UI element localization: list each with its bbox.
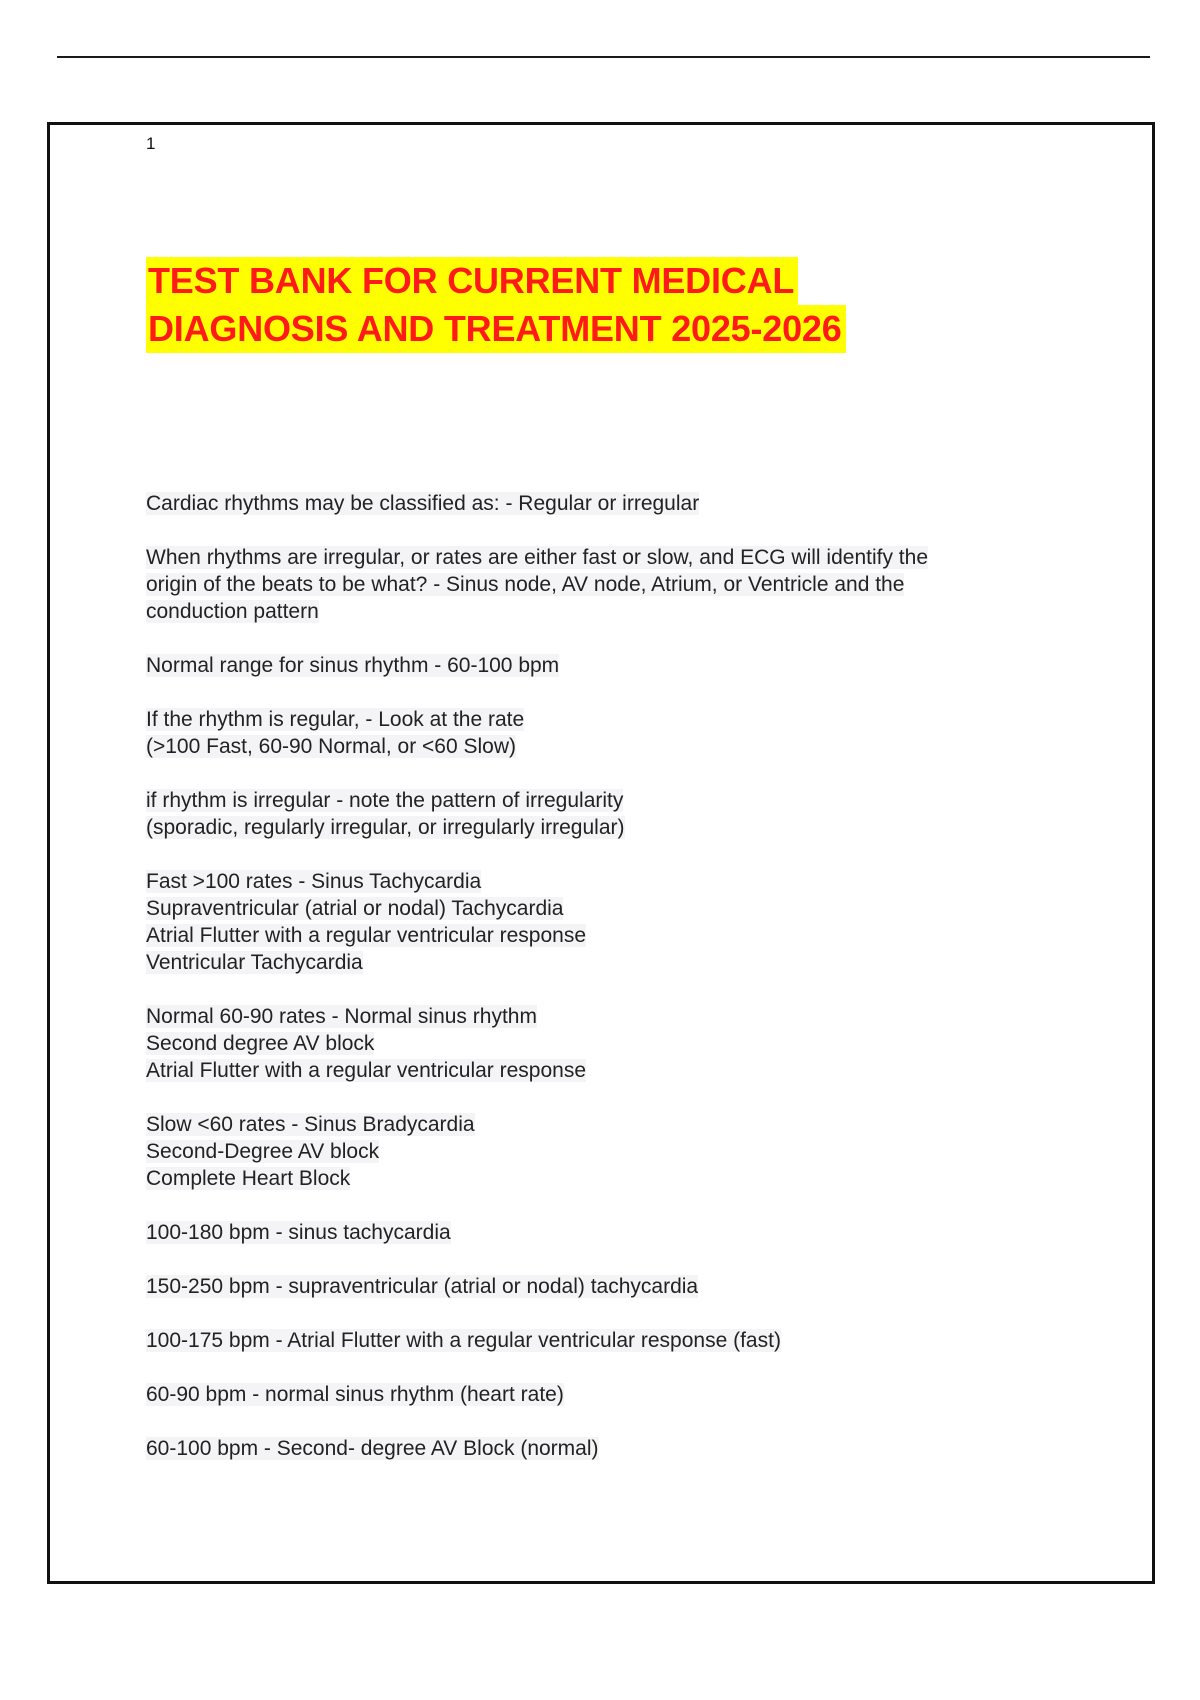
text-line-content: (sporadic, regularly irregular, or irregularly irregular) bbox=[146, 816, 625, 839]
text-line-content: (>100 Fast, 60-90 Normal, or <60 Slow) bbox=[146, 735, 517, 758]
text-line-content: Second degree AV block bbox=[146, 1032, 375, 1055]
text-line-content: 100-175 bpm - Atrial Flutter with a regular ventricular response (fast) bbox=[146, 1329, 781, 1352]
qa-paragraph bbox=[146, 1003, 1106, 1084]
text-line-content: Atrial Flutter with a regular ventricular response bbox=[146, 924, 587, 947]
text-line bbox=[146, 922, 1106, 949]
text-line bbox=[146, 1030, 1106, 1057]
text-line-content: origin of the beats to be what? - Sinus node, AV node, Atrium, or Ventricle and the bbox=[146, 573, 905, 596]
text-line bbox=[146, 814, 1106, 841]
qa-paragraph bbox=[146, 1435, 1106, 1462]
text-line-content: Normal 60-90 rates - Normal sinus rhythm bbox=[146, 1005, 537, 1028]
text-line bbox=[146, 1381, 1106, 1408]
text-line-content: Ventricular Tachycardia bbox=[146, 951, 363, 974]
qa-paragraph bbox=[146, 1381, 1106, 1408]
text-line-content: if rhythm is irregular - note the pattern of irregularity bbox=[146, 789, 624, 812]
text-line-content: 60-90 bpm - normal sinus rhythm (heart rate) bbox=[146, 1383, 564, 1406]
text-line bbox=[146, 544, 1106, 571]
document-title bbox=[146, 257, 846, 353]
qa-paragraph bbox=[146, 787, 1106, 841]
text-line bbox=[146, 1435, 1106, 1462]
text-line-content: Slow <60 rates - Sinus Bradycardia bbox=[146, 1113, 475, 1136]
text-line-content: Fast >100 rates - Sinus Tachycardia bbox=[146, 870, 482, 893]
text-line bbox=[146, 1273, 1106, 1300]
qa-paragraph bbox=[146, 1327, 1106, 1354]
text-line-content: 150-250 bpm - supraventricular (atrial or nodal) tachycardia bbox=[146, 1275, 699, 1298]
text-line-content: Complete Heart Block bbox=[146, 1167, 351, 1190]
text-line-content: Cardiac rhythms may be classified as: - Regular or irregular bbox=[146, 492, 700, 515]
text-line bbox=[146, 895, 1106, 922]
qa-paragraph bbox=[146, 868, 1106, 976]
text-line bbox=[146, 787, 1106, 814]
text-line bbox=[146, 1138, 1106, 1165]
text-line bbox=[146, 949, 1106, 976]
text-line bbox=[146, 490, 1106, 517]
text-line-content: 60-100 bpm - Second- degree AV Block (normal) bbox=[146, 1437, 599, 1460]
qa-paragraph bbox=[146, 1219, 1106, 1246]
text-line-content: Normal range for sinus rhythm - 60-100 bpm bbox=[146, 654, 560, 677]
qa-paragraph bbox=[146, 706, 1106, 760]
text-line bbox=[146, 1165, 1106, 1192]
qa-paragraph bbox=[146, 652, 1106, 679]
text-line bbox=[146, 1003, 1106, 1030]
text-line bbox=[146, 571, 1106, 598]
page-number: 1 bbox=[146, 134, 156, 153]
text-line-content: When rhythms are irregular, or rates are either fast or slow, and ECG will identify the bbox=[146, 546, 928, 569]
header-divider bbox=[57, 56, 1150, 58]
text-line bbox=[146, 1057, 1106, 1084]
text-line-content: Second-Degree AV block bbox=[146, 1140, 380, 1163]
qa-paragraph bbox=[146, 544, 1106, 625]
text-line bbox=[146, 706, 1106, 733]
text-line bbox=[146, 598, 1106, 625]
text-line-content: If the rhythm is regular, - Look at the rate bbox=[146, 708, 525, 731]
text-line-content: Supraventricular (atrial or nodal) Tachycardia bbox=[146, 897, 564, 920]
text-line bbox=[146, 1219, 1106, 1246]
text-line bbox=[146, 1327, 1106, 1354]
text-line bbox=[146, 652, 1106, 679]
title-line-2: DIAGNOSIS AND TREATMENT 2025-2026 bbox=[146, 305, 846, 353]
text-line-content: Atrial Flutter with a regular ventricular response bbox=[146, 1059, 587, 1082]
text-line-content: 100-180 bpm - sinus tachycardia bbox=[146, 1221, 451, 1244]
text-line bbox=[146, 733, 1106, 760]
title-line-1: TEST BANK FOR CURRENT MEDICAL bbox=[146, 257, 798, 305]
qa-paragraph bbox=[146, 490, 1106, 517]
text-line bbox=[146, 868, 1106, 895]
qa-paragraph bbox=[146, 1111, 1106, 1192]
qa-paragraph bbox=[146, 1273, 1106, 1300]
document-page bbox=[47, 122, 1155, 1584]
qa-content bbox=[146, 490, 1106, 1489]
text-line-content: conduction pattern bbox=[146, 600, 319, 623]
text-line bbox=[146, 1111, 1106, 1138]
